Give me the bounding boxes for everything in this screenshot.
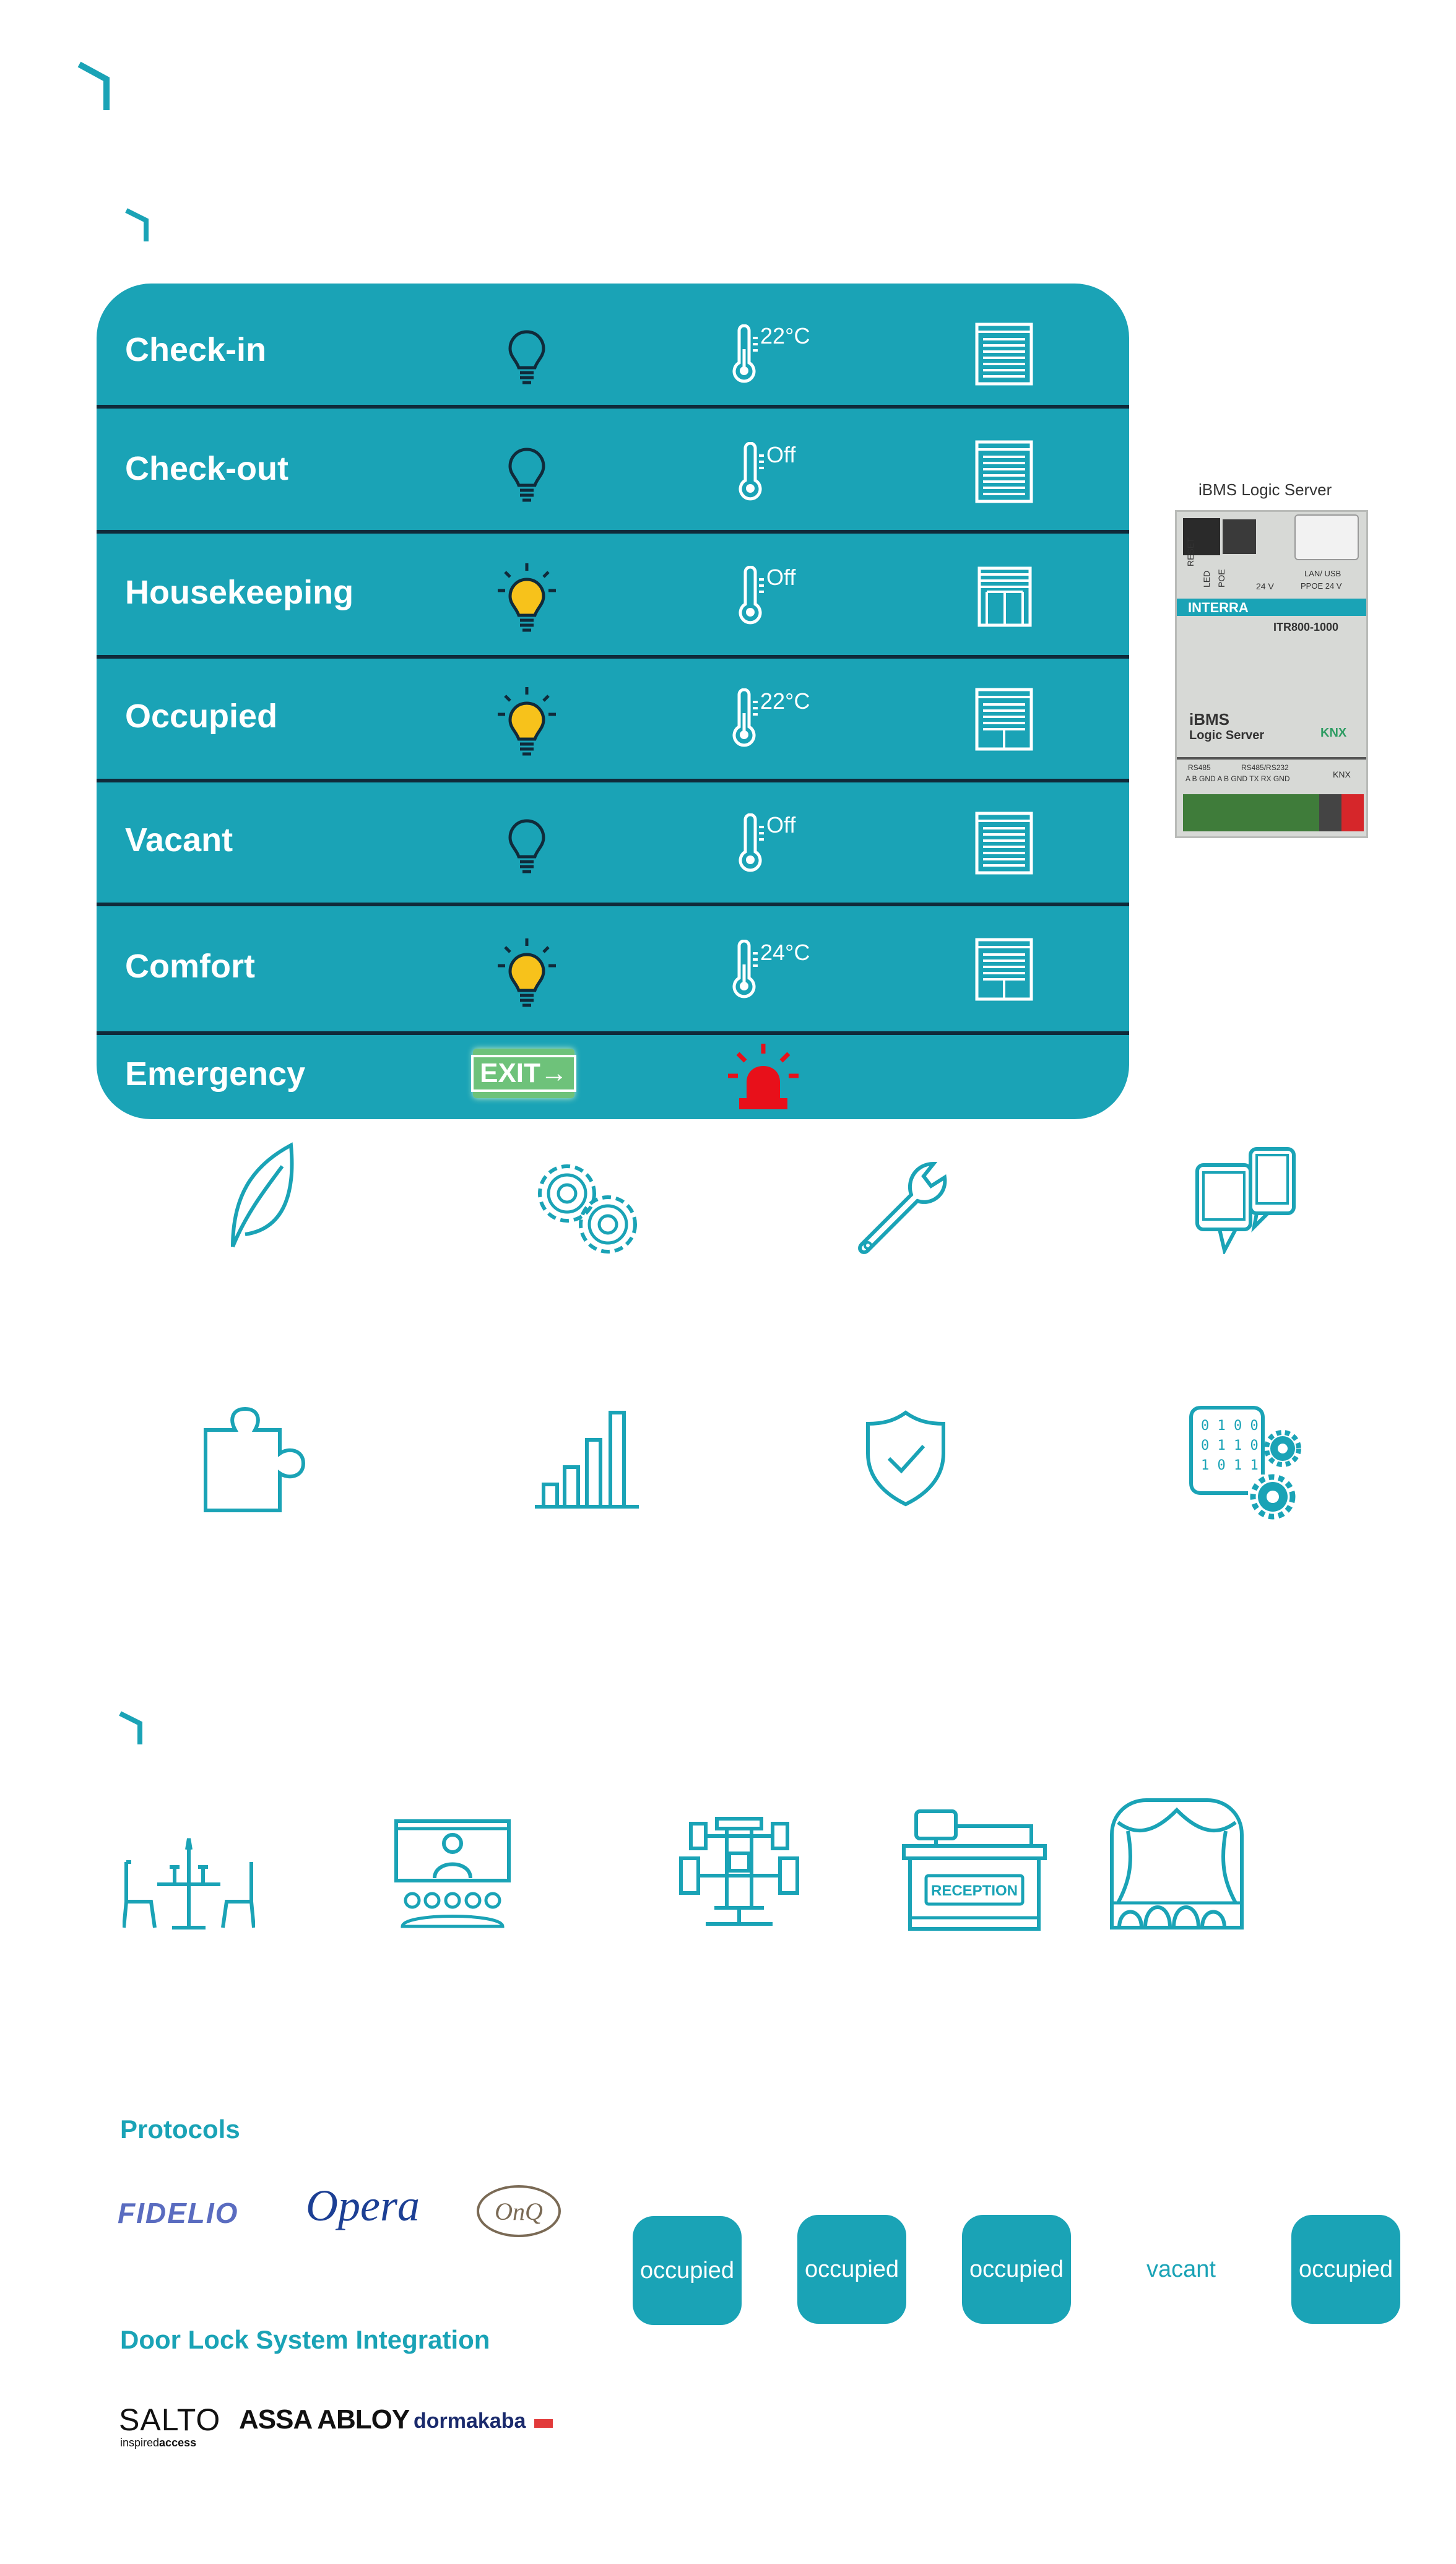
dormakaba-mark [534,2419,553,2428]
blind-closed-icon [974,811,1034,875]
knx-terminal [1319,794,1341,831]
bulb-on-icon [496,935,557,1010]
dormakaba-logo [414,2409,553,2433]
salto-tagline-b: access [159,2436,197,2449]
doorlock-title: Door Lock System Integration [120,2325,490,2354]
thermometer-icon [734,813,766,875]
svg-text:0 1 1 0: 0 1 1 0 [1201,1438,1259,1453]
onq-logo-text: OnQ [495,2197,543,2225]
lan-port [1294,514,1359,560]
temperature-value: 24°C [760,940,810,965]
status-button-vacant[interactable]: vacant [1146,2256,1216,2282]
wrench-icon [854,1159,960,1258]
scenario-label-housekeeping[interactable]: Housekeeping [125,574,354,611]
row-divider [97,779,1129,782]
salto-tagline-a: inspired [120,2436,160,2449]
fidelio-logo: FIDELIO [118,2197,239,2229]
scenario-label-check-in[interactable]: Check-in [125,331,267,368]
rs485-label: RS485 [1188,763,1211,772]
rs485-232-label: RS485/RS232 [1241,763,1289,772]
corner-mark-panel [125,208,152,243]
thermometer-icon [728,940,760,1002]
temperature-value: Off [766,442,796,467]
svg-text:0 1 0 0: 0 1 0 0 [1201,1418,1259,1434]
opera-logo: Opera [306,2181,420,2230]
dormakaba-text: dormakaba [414,2409,526,2433]
ppoe-label: PPOE 24 V [1301,581,1342,591]
scenario-label-comfort[interactable]: Comfort [125,948,255,985]
row-divider [97,903,1129,906]
thermometer-icon [734,566,766,628]
scenario-label-occupied[interactable]: Occupied [125,698,278,735]
puzzle-icon [202,1406,307,1513]
knx-logo: KNX [1320,726,1347,740]
led-label: LED [1202,570,1211,587]
exit-sign-text: EXIT→ [471,1055,576,1092]
blind-closed-icon [974,322,1034,386]
knx-port-label: KNX [1333,769,1351,779]
restaurant-icon [123,1837,255,1930]
salto-tagline [120,2436,196,2449]
temperature-value: Off [766,565,796,590]
logic-server-device [1175,510,1368,838]
scenario-label-check-out[interactable]: Check-out [125,450,289,487]
temperature-value: 22°C [760,688,810,714]
voltage-label: 24 V [1256,581,1274,591]
corner-mark-facilities [119,1711,146,1746]
row-divider [97,405,1129,409]
bulb-on-icon [496,560,557,635]
status-button-occupied[interactable]: occupied [633,2216,742,2325]
blind-half-icon [974,687,1034,751]
status-button-occupied[interactable]: occupied [1291,2215,1400,2324]
blind-closed-icon [974,440,1034,504]
gym-icon [677,1815,801,1930]
brand-label: INTERRA [1188,600,1249,615]
theater-icon [1109,1798,1244,1931]
brand-stripe [1177,599,1366,616]
devices-icon [1195,1146,1298,1254]
corner-mark-top [77,61,120,111]
scenario-label-emergency[interactable]: Emergency [125,1055,306,1093]
row-divider [97,530,1129,534]
thermometer-icon [734,442,766,504]
reset-label: RESET [1185,537,1195,566]
knx-terminal-red [1341,794,1364,831]
pins-label: A B GND A B GND TX RX GND [1185,774,1290,783]
blind-half-icon [974,937,1034,1002]
reception-text: RECEPTION [930,1882,1018,1899]
shield-check-icon [864,1410,947,1507]
scenario-panel [97,284,1129,1119]
leaf-icon [214,1141,298,1253]
model-label: ITR800-1000 [1273,621,1339,633]
bulb-off-icon [505,444,548,504]
binary-gear-icon [1189,1405,1304,1527]
bulb-off-icon [505,327,548,386]
row-divider [97,1031,1129,1035]
product-line1: iBMS [1189,710,1229,729]
temperature-value: Off [766,812,796,838]
thermometer-icon [728,324,760,386]
device-caption: iBMS Logic Server [1198,480,1332,499]
status-button-occupied[interactable]: occupied [962,2215,1071,2324]
exit-sign [473,1049,574,1098]
terminal-block [1183,794,1319,831]
led-block [1223,519,1256,554]
bulb-on-icon [496,683,557,759]
assa-abloy-logo: ASSA ABLOY [239,2404,410,2435]
device-divider [1177,757,1366,760]
thermometer-icon [728,688,760,750]
svg-text:1 0 1 1: 1 0 1 1 [1201,1458,1259,1473]
lan-label: LAN/ USB [1304,569,1341,578]
siren-icon [726,1041,801,1112]
row-divider [97,655,1129,659]
gears-icon [524,1150,648,1262]
onq-logo [477,2185,561,2237]
scenario-label-vacant[interactable]: Vacant [125,821,233,859]
protocols-title: Protocols [120,2115,240,2144]
bar-chart-icon [534,1408,640,1509]
product-line2: Logic Server [1189,729,1265,742]
blind-open-icon [977,566,1033,628]
conference-icon [394,1819,511,1930]
poe-label: POE [1216,569,1226,587]
reception-icon [901,1808,1047,1931]
temperature-value: 22°C [760,323,810,349]
salto-logo: SALTO [119,2402,221,2437]
bulb-off-icon [505,816,548,875]
status-button-occupied[interactable]: occupied [797,2215,906,2324]
